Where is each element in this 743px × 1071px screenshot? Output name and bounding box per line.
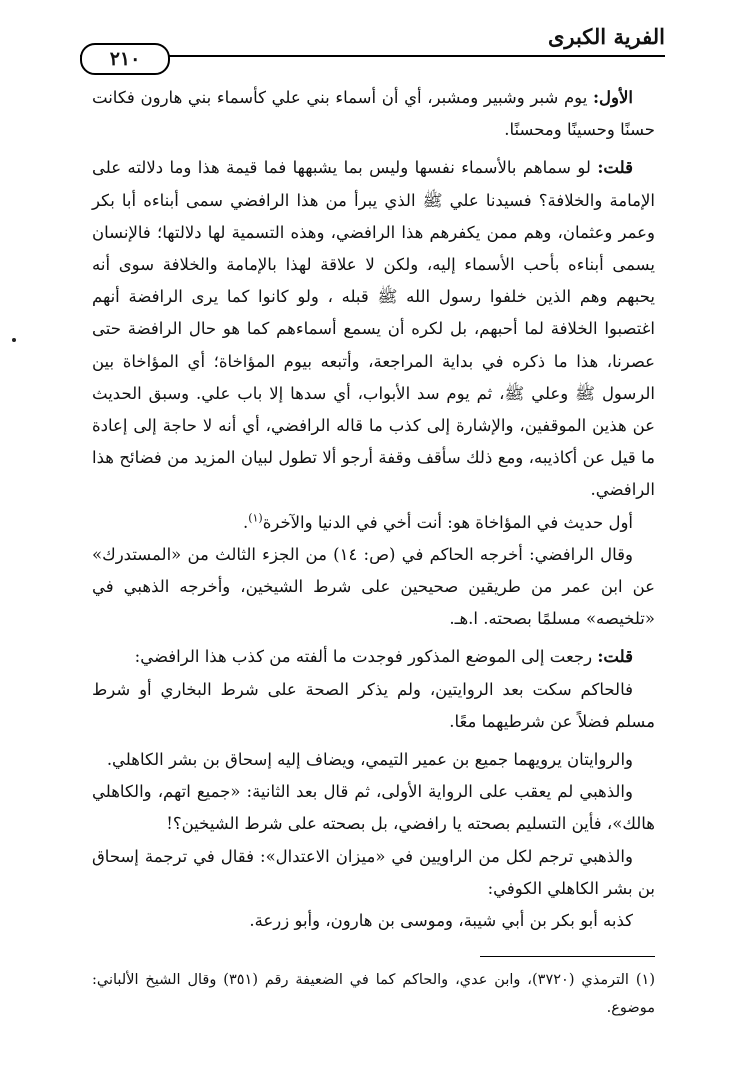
paragraph-comment xyxy=(92,152,655,506)
paragraph-end: . xyxy=(242,512,249,532)
paragraph-text: والذهبي لم يعقب على الرواية الأولى، ثم قال بعد الثانية: «جميع اتهم، والكاهلي هالك»، فأين التسليم بصحته يا رافضي، بل بصحته على شرط الشيخين؟! xyxy=(92,782,655,834)
paragraph-dhahabi xyxy=(92,776,655,840)
main-text xyxy=(92,82,655,937)
paragraph-text: والذهبي ترجم لكل من الراويين في «ميزان الاعتدال»: فقال في ترجمة إسحاق بن بشر الكاهلي الكوفي: xyxy=(92,846,655,898)
paragraph-rafidi-claim xyxy=(92,539,655,636)
page-number: ٢١٠ xyxy=(80,43,170,75)
paragraph-mizan xyxy=(92,841,655,905)
book-title: الفرية الكبرى xyxy=(547,24,665,49)
paragraph-first xyxy=(92,82,655,146)
paragraph-brotherhood xyxy=(92,507,655,539)
paragraph-label: قلت: xyxy=(597,158,633,178)
paragraph-text: كذبه أبو بكر بن أبي شيبة، وموسى بن هارون، وأبو زرعة. xyxy=(249,911,633,931)
paragraph-quote xyxy=(92,905,655,937)
paragraph-text: رجعت إلى الموضع المذكور فوجدت ما ألفته من كذب هذا الرافضي: xyxy=(134,647,598,667)
paragraph-text: يوم شبر وشبير ومشبر، أي أن أسماء بني علي كأسماء بني هارون فكانت حسنًا وحسينًا ومحسنًا. xyxy=(92,88,655,140)
footnote-reference[interactable]: (١) xyxy=(248,511,263,525)
paragraph-rebuttal xyxy=(92,641,655,673)
paragraph-text: وقال الرافضي: أخرجه الحاكم في (ص: ١٤) من الجزء الثالث من «المستدرك» عن ابن عمر من طريقين صحيحين على شرط الشيخين، وأخرجه الذهبي في «تلخيصه» مسلمًا بصحته. ا.هـ. xyxy=(92,544,655,629)
paragraph-narrators xyxy=(92,744,655,776)
footnote-text: (١) الترمذي (٣٧٢٠)، وابن عدي، والحاكم كما في الضعيفة رقم (٣٥١) وقال الشيخ الألباني: موضوع. xyxy=(92,972,655,1016)
footnote xyxy=(92,966,655,1022)
paragraph-text: أول حديث في المؤاخاة هو: أنت أخي في الدنيا والآخرة xyxy=(262,512,633,532)
paragraph-label: الأول: xyxy=(592,88,633,107)
paragraph-label: قلت: xyxy=(597,647,633,667)
footnote-separator xyxy=(480,956,655,957)
paragraph-text: والروايتان يرويهما جميع بن عمير التيمي، ويضاف إليه إسحاق بن بشر الكاهلي. xyxy=(106,750,633,770)
scan-speck xyxy=(12,338,16,342)
paragraph-text: فالحاكم سكت بعد الروايتين، ولم يذكر الصحة على شرط البخاري أو شرط مسلم فضلاً عن شرطيهما معًا. xyxy=(92,679,655,731)
running-header xyxy=(80,22,665,70)
paragraph-hakim xyxy=(92,674,655,738)
paragraph-text: لو سماهم بالأسماء نفسها وليس بما يشبهها فما قيمة هذا وما دلالته على الإمامة والخلافة؟ فسيدنا علي ﷺ الذي يبرأ من هذا الرافضي سمى أبناءه أبا بكر وعمر وعثمان، وهم ممن يكفرهم هذا الرافضي، وهذه التسمية لها دلالتها؛ فالإنسان يسمى أبناءه بأحب الأسماء إليه، ولكن لا علاقة لهذا بالإمامة والخلافة سوى أنه يحبهم وهم الذين خلفوا رسول الله ﷺ قبله ، ولو كانوا كما يرى الرافضة أنهم اغتصبوا الخلافة لما أحبهم، بل لكره أن يسمع أسماءهم كما هو حال الرافضة حتى عصرنا، هذا ما ذكره في بداية المراجعة، وأتبعه بيوم المؤاخاة؛ أي المؤاخاة بين الرسول ﷺ وعلي ﷺ، ثم يوم سد الأبواب، أي سدها إلا باب علي. وسبق الحديث عن هذين الموقفين، والإشارة إلى كذب ما قاله الرافضي، أي أنه لا حاجة إلى إعادة ما قيل عن أكاذيبه، ومع ذلك سأقف وقفة أرجو ألا تطول لبيان المزيد من فضائح هذا الرافضي. xyxy=(92,158,655,500)
